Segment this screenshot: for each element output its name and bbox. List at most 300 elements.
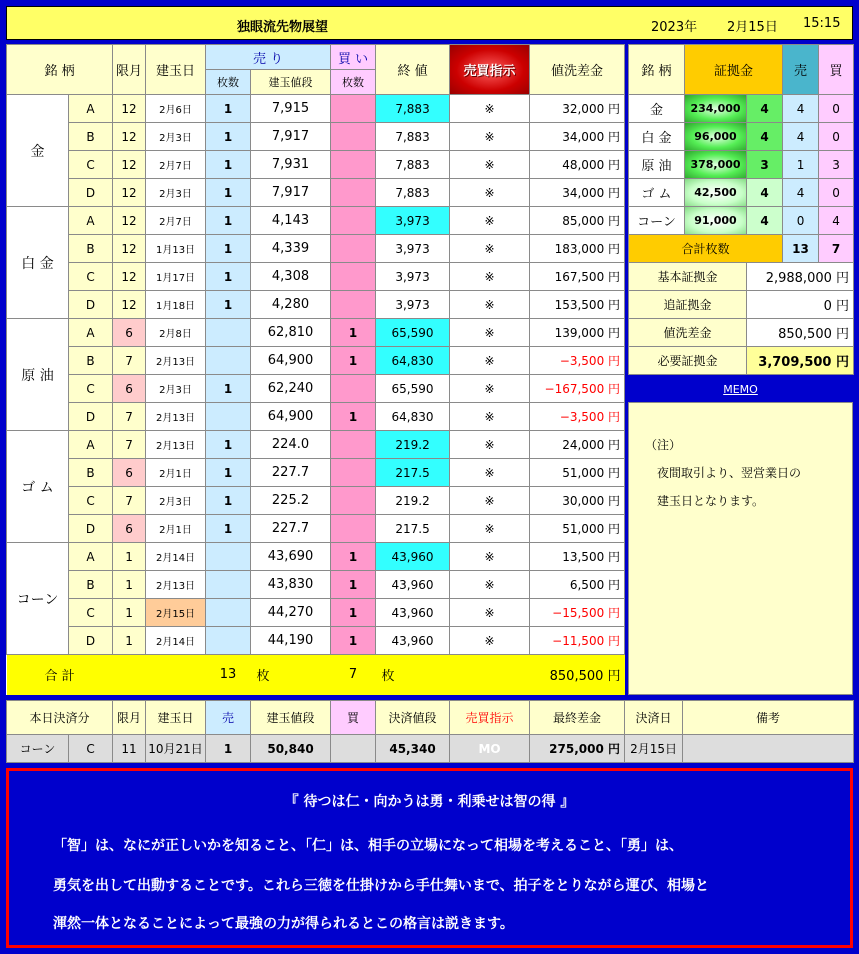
row-price: 225.2 [251,487,331,515]
instrument-name: 白 金 [7,207,69,319]
row-buy-qty: 1 [331,319,376,347]
row-sub: B [69,571,113,599]
margin-row-name: 原 油 [629,151,685,179]
row-sell-qty: 1 [206,375,251,403]
header-year: 2023年 [651,20,698,35]
row-instruction: ※ [450,599,530,627]
instrument-name: ゴ ム [7,431,69,543]
row-sell-qty: 1 [206,179,251,207]
position-row [7,487,625,515]
settle-name: コーン [7,735,69,763]
quote-box [6,768,853,948]
row-sub: C [69,263,113,291]
row-date: 2月14日 [146,627,206,655]
row-instruction: ※ [450,151,530,179]
row-sell-qty: 1 [206,291,251,319]
total-diff: 850,500 円 [530,655,625,695]
margin-total-label: 合計枚数 [629,235,783,263]
row-close: 3,973 [376,207,450,235]
col-header-buy-qty: 枚数 [331,70,376,95]
row-date: 2月3日 [146,487,206,515]
total-sell-qty: 13 [206,655,251,695]
margin-row-amount: 42,500 [685,179,747,207]
summary-label: 値洗差金 [629,319,747,347]
margin-row-buy: 0 [819,95,854,123]
row-buy-qty: 1 [331,627,376,655]
row-diff: 30,000 円 [530,487,625,515]
col-header-date: 建玉日 [146,45,206,95]
summary-value: 2,988,000 円 [747,263,854,291]
row-sub: A [69,543,113,571]
position-row [7,403,625,431]
row-date: 2月7日 [146,151,206,179]
row-close: 7,883 [376,151,450,179]
summary-row [629,319,854,347]
row-close: 7,883 [376,95,450,123]
row-buy-qty: 1 [331,599,376,627]
row-instruction: ※ [450,515,530,543]
row-sell-qty: 1 [206,151,251,179]
row-price: 43,690 [251,543,331,571]
row-diff: 167,500 円 [530,263,625,291]
quote-title: 『 待つは仁・向かうは勇・利乗せは智の得 』 [284,794,575,810]
row-sub: C [69,375,113,403]
row-close: 65,590 [376,319,450,347]
position-row [7,291,625,319]
settlement-table [6,700,854,763]
position-row [7,347,625,375]
row-price: 7,917 [251,123,331,151]
row-close: 217.5 [376,515,450,543]
row-sub: D [69,403,113,431]
col-header-sell-qty: 枚数 [206,70,251,95]
position-row [7,543,625,571]
margin-total-sell: 13 [783,235,819,263]
settle-header-instruction: 売買指示 [450,701,530,735]
row-diff: 51,000 円 [530,459,625,487]
row-buy-qty [331,431,376,459]
margin-row-name: 金 [629,95,685,123]
row-diff: 34,000 円 [530,179,625,207]
row-buy-qty: 1 [331,543,376,571]
row-buy-qty [331,95,376,123]
row-diff: 13,500 円 [530,543,625,571]
row-close: 43,960 [376,543,450,571]
row-diff: 51,000 円 [530,515,625,543]
row-sub: B [69,347,113,375]
row-instruction: ※ [450,291,530,319]
row-diff: 24,000 円 [530,431,625,459]
settle-header-price: 建玉値段 [251,701,331,735]
row-buy-qty [331,515,376,543]
row-month: 12 [113,179,146,207]
row-price: 4,143 [251,207,331,235]
margin-row-amount: 378,000 [685,151,747,179]
page-title: 独眼流先物展望 [237,20,329,35]
row-instruction: ※ [450,263,530,291]
row-month: 12 [113,95,146,123]
row-price: 4,308 [251,263,331,291]
row-price: 64,900 [251,403,331,431]
settle-settle-price: 45,340 [376,735,450,763]
total-buy-unit: 枚 [376,655,450,695]
row-close: 43,960 [376,599,450,627]
row-month: 12 [113,291,146,319]
row-sell-qty [206,543,251,571]
instrument-name: 金 [7,95,69,207]
row-buy-qty [331,263,376,291]
row-diff: −11,500 円 [530,627,625,655]
margin-row [629,95,854,123]
position-row [7,319,625,347]
row-instruction: ※ [450,235,530,263]
margin-row-buy: 0 [819,179,854,207]
row-sell-qty [206,347,251,375]
row-sub: D [69,627,113,655]
row-close: 219.2 [376,431,450,459]
margin-row-amount: 96,000 [685,123,747,151]
settle-header-month: 限月 [113,701,146,735]
row-buy-qty: 1 [331,571,376,599]
memo-line-1: （注） [645,438,682,452]
memo-line-3: 建玉日となります。 [657,494,765,508]
settle-sell: 1 [206,735,251,763]
row-close: 43,960 [376,571,450,599]
margin-row-buy: 4 [819,207,854,235]
row-instruction: ※ [450,543,530,571]
settle-note [683,735,854,763]
row-sub: A [69,431,113,459]
row-month: 7 [113,487,146,515]
margin-row-buy: 3 [819,151,854,179]
row-buy-qty: 1 [331,347,376,375]
position-row [7,123,625,151]
col-header-sell: 売 り [206,45,331,70]
row-date: 2月13日 [146,571,206,599]
row-price: 62,810 [251,319,331,347]
row-sub: C [69,487,113,515]
col-header-price: 建玉値段 [251,70,331,95]
settle-header-settle-date: 決済日 [625,701,683,735]
row-sub: A [69,207,113,235]
margin-row-sell: 4 [783,95,819,123]
row-sub: B [69,459,113,487]
position-row [7,151,625,179]
row-instruction: ※ [450,347,530,375]
settle-settle-date: 2月15日 [625,735,683,763]
row-diff: −167,500 円 [530,375,625,403]
margin-table [628,44,854,375]
col-header-name: 銘 柄 [7,45,113,95]
row-price: 7,915 [251,95,331,123]
row-close: 3,973 [376,263,450,291]
row-date: 2月13日 [146,347,206,375]
row-instruction: ※ [450,207,530,235]
margin-header-name: 銘 柄 [629,45,685,95]
margin-row-sell: 4 [783,123,819,151]
row-date: 2月3日 [146,123,206,151]
position-row [7,263,625,291]
row-date: 2月13日 [146,403,206,431]
row-sell-qty: 1 [206,207,251,235]
row-sub: C [69,599,113,627]
row-close: 43,960 [376,627,450,655]
positions-table [6,44,625,695]
summary-row [629,347,854,375]
row-sub: C [69,151,113,179]
row-price: 43,830 [251,571,331,599]
memo-header [628,378,853,400]
row-buy-qty [331,235,376,263]
row-buy-qty [331,375,376,403]
row-diff: 6,500 円 [530,571,625,599]
row-buy-qty [331,151,376,179]
row-close: 65,590 [376,375,450,403]
row-month: 12 [113,123,146,151]
row-month: 1 [113,599,146,627]
settle-buy [331,735,376,763]
row-sell-qty [206,403,251,431]
total-label: 合 計 [7,655,113,695]
row-date: 2月3日 [146,375,206,403]
settle-month: 11 [113,735,146,763]
row-instruction: ※ [450,319,530,347]
position-row [7,95,625,123]
row-instruction: ※ [450,487,530,515]
settle-header-note: 備考 [683,701,854,735]
row-sell-qty: 1 [206,123,251,151]
col-header-buy: 買 い [331,45,376,70]
row-date: 2月14日 [146,543,206,571]
row-sub: A [69,319,113,347]
margin-row-name: 白 金 [629,123,685,151]
row-month: 12 [113,207,146,235]
row-diff: −3,500 円 [530,403,625,431]
row-instruction: ※ [450,123,530,151]
row-price: 227.7 [251,515,331,543]
margin-header-buy: 買 [819,45,854,95]
row-buy-qty [331,123,376,151]
settle-header-date: 建玉日 [146,701,206,735]
summary-value: 3,709,500 円 [747,347,854,375]
row-buy-qty [331,459,376,487]
quote-line-1: 「智」は、なにが正しいかを知ること、「仁」は、相手の立場になって相場を考えること、「勇」は、 [53,838,683,854]
margin-row-count: 4 [747,123,783,151]
quote-line-2: 勇気を出して出動することです。これら三徳を仕掛けから手仕舞いまで、拍子をとりながら運び、相場と [53,878,710,894]
row-instruction: ※ [450,179,530,207]
position-row [7,235,625,263]
row-month: 6 [113,319,146,347]
row-month: 12 [113,151,146,179]
header-time: 15:15 [803,16,841,31]
position-row [7,515,625,543]
row-sell-qty: 1 [206,95,251,123]
row-date: 2月8日 [146,319,206,347]
margin-header-margin: 証拠金 [685,45,783,95]
row-month: 6 [113,515,146,543]
row-diff: 153,500 円 [530,291,625,319]
row-diff: −3,500 円 [530,347,625,375]
row-buy-qty [331,179,376,207]
margin-row [629,151,854,179]
settle-date: 10月21日 [146,735,206,763]
row-price: 7,931 [251,151,331,179]
row-buy-qty [331,487,376,515]
margin-row-sell: 0 [783,207,819,235]
row-price: 62,240 [251,375,331,403]
memo-line-2: 夜間取引より、翌営業日の [657,466,802,480]
row-diff: 34,000 円 [530,123,625,151]
row-sub: B [69,123,113,151]
row-close: 7,883 [376,123,450,151]
row-date: 2月3日 [146,179,206,207]
settle-header-name: 本日決済分 [7,701,113,735]
row-diff: 85,000 円 [530,207,625,235]
margin-header-sell: 売 [783,45,819,95]
settle-sub: C [69,735,113,763]
row-date: 1月13日 [146,235,206,263]
row-sell-qty: 1 [206,431,251,459]
row-sell-qty: 1 [206,235,251,263]
settle-price: 50,840 [251,735,331,763]
row-price: 44,270 [251,599,331,627]
memo-link[interactable]: MEMO [723,383,758,396]
col-header-diff: 値洗差金 [530,45,625,95]
row-price: 64,900 [251,347,331,375]
total-buy-qty: 7 [331,655,376,695]
position-row [7,459,625,487]
position-row [7,599,625,627]
row-sub: D [69,515,113,543]
margin-row [629,207,854,235]
margin-row-count: 4 [747,179,783,207]
row-instruction: ※ [450,403,530,431]
row-price: 224.0 [251,431,331,459]
margin-row-buy: 0 [819,123,854,151]
row-instruction: ※ [450,95,530,123]
summary-row [629,291,854,319]
row-close: 3,973 [376,291,450,319]
row-buy-qty: 1 [331,403,376,431]
row-sub: D [69,179,113,207]
header-bar [6,6,853,40]
margin-row-name: コーン [629,207,685,235]
row-diff: 183,000 円 [530,235,625,263]
settle-header-sell: 売 [206,701,251,735]
col-header-instruction: 売買指示 [450,45,530,95]
summary-row [629,263,854,291]
summary-label: 必要証拠金 [629,347,747,375]
row-date: 2月1日 [146,459,206,487]
row-sub: A [69,95,113,123]
row-close: 3,973 [376,235,450,263]
row-close: 217.5 [376,459,450,487]
row-date: 2月1日 [146,515,206,543]
row-month: 6 [113,375,146,403]
row-price: 44,190 [251,627,331,655]
position-row [7,375,625,403]
row-month: 7 [113,431,146,459]
margin-total-buy: 7 [819,235,854,263]
row-close: 219.2 [376,487,450,515]
summary-value: 0 円 [747,291,854,319]
row-sell-qty [206,571,251,599]
margin-row-count: 3 [747,151,783,179]
quote-line-3: 渾然一体となることによって最強の力が得られるとこの格言は説きます。 [53,916,514,932]
header-date: 2月15日 [727,20,778,35]
row-month: 12 [113,235,146,263]
settle-final: 275,000 円 [530,735,625,763]
row-price: 4,280 [251,291,331,319]
row-diff: 48,000 円 [530,151,625,179]
row-buy-qty [331,291,376,319]
row-price: 4,339 [251,235,331,263]
position-row [7,179,625,207]
row-date: 2月13日 [146,431,206,459]
row-instruction: ※ [450,375,530,403]
row-diff: −15,500 円 [530,599,625,627]
row-close: 64,830 [376,403,450,431]
row-instruction: ※ [450,431,530,459]
col-header-month: 限月 [113,45,146,95]
row-close: 64,830 [376,347,450,375]
row-price: 7,917 [251,179,331,207]
row-sell-qty: 1 [206,459,251,487]
row-month: 12 [113,263,146,291]
row-sub: B [69,235,113,263]
row-date: 1月18日 [146,291,206,319]
margin-row-sell: 4 [783,179,819,207]
row-month: 1 [113,571,146,599]
position-row [7,627,625,655]
margin-row-count: 4 [747,95,783,123]
row-date: 2月15日 [146,599,206,627]
settle-header-final: 最終差金 [530,701,625,735]
col-header-close: 終 値 [376,45,450,95]
position-row [7,571,625,599]
row-sell-qty [206,599,251,627]
position-row [7,207,625,235]
row-month: 7 [113,347,146,375]
margin-row-name: ゴ ム [629,179,685,207]
memo-box [628,402,853,695]
row-diff: 139,000 円 [530,319,625,347]
summary-label: 基本証拠金 [629,263,747,291]
margin-row-amount: 91,000 [685,207,747,235]
instrument-name: コーン [7,543,69,655]
row-date: 1月17日 [146,263,206,291]
row-sell-qty: 1 [206,515,251,543]
row-instruction: ※ [450,459,530,487]
total-sell-unit: 枚 [251,655,331,695]
settle-header-buy: 買 [331,701,376,735]
margin-row [629,123,854,151]
row-month: 1 [113,627,146,655]
row-sell-qty: 1 [206,263,251,291]
settle-header-settle-price: 決済値段 [376,701,450,735]
row-sub: D [69,291,113,319]
margin-row-count: 4 [747,207,783,235]
row-sell-qty [206,319,251,347]
position-row [7,431,625,459]
summary-value: 850,500 円 [747,319,854,347]
margin-row [629,179,854,207]
row-instruction: ※ [450,571,530,599]
summary-label: 追証拠金 [629,291,747,319]
row-month: 6 [113,459,146,487]
settle-instruction: MO [450,735,530,763]
row-buy-qty [331,207,376,235]
